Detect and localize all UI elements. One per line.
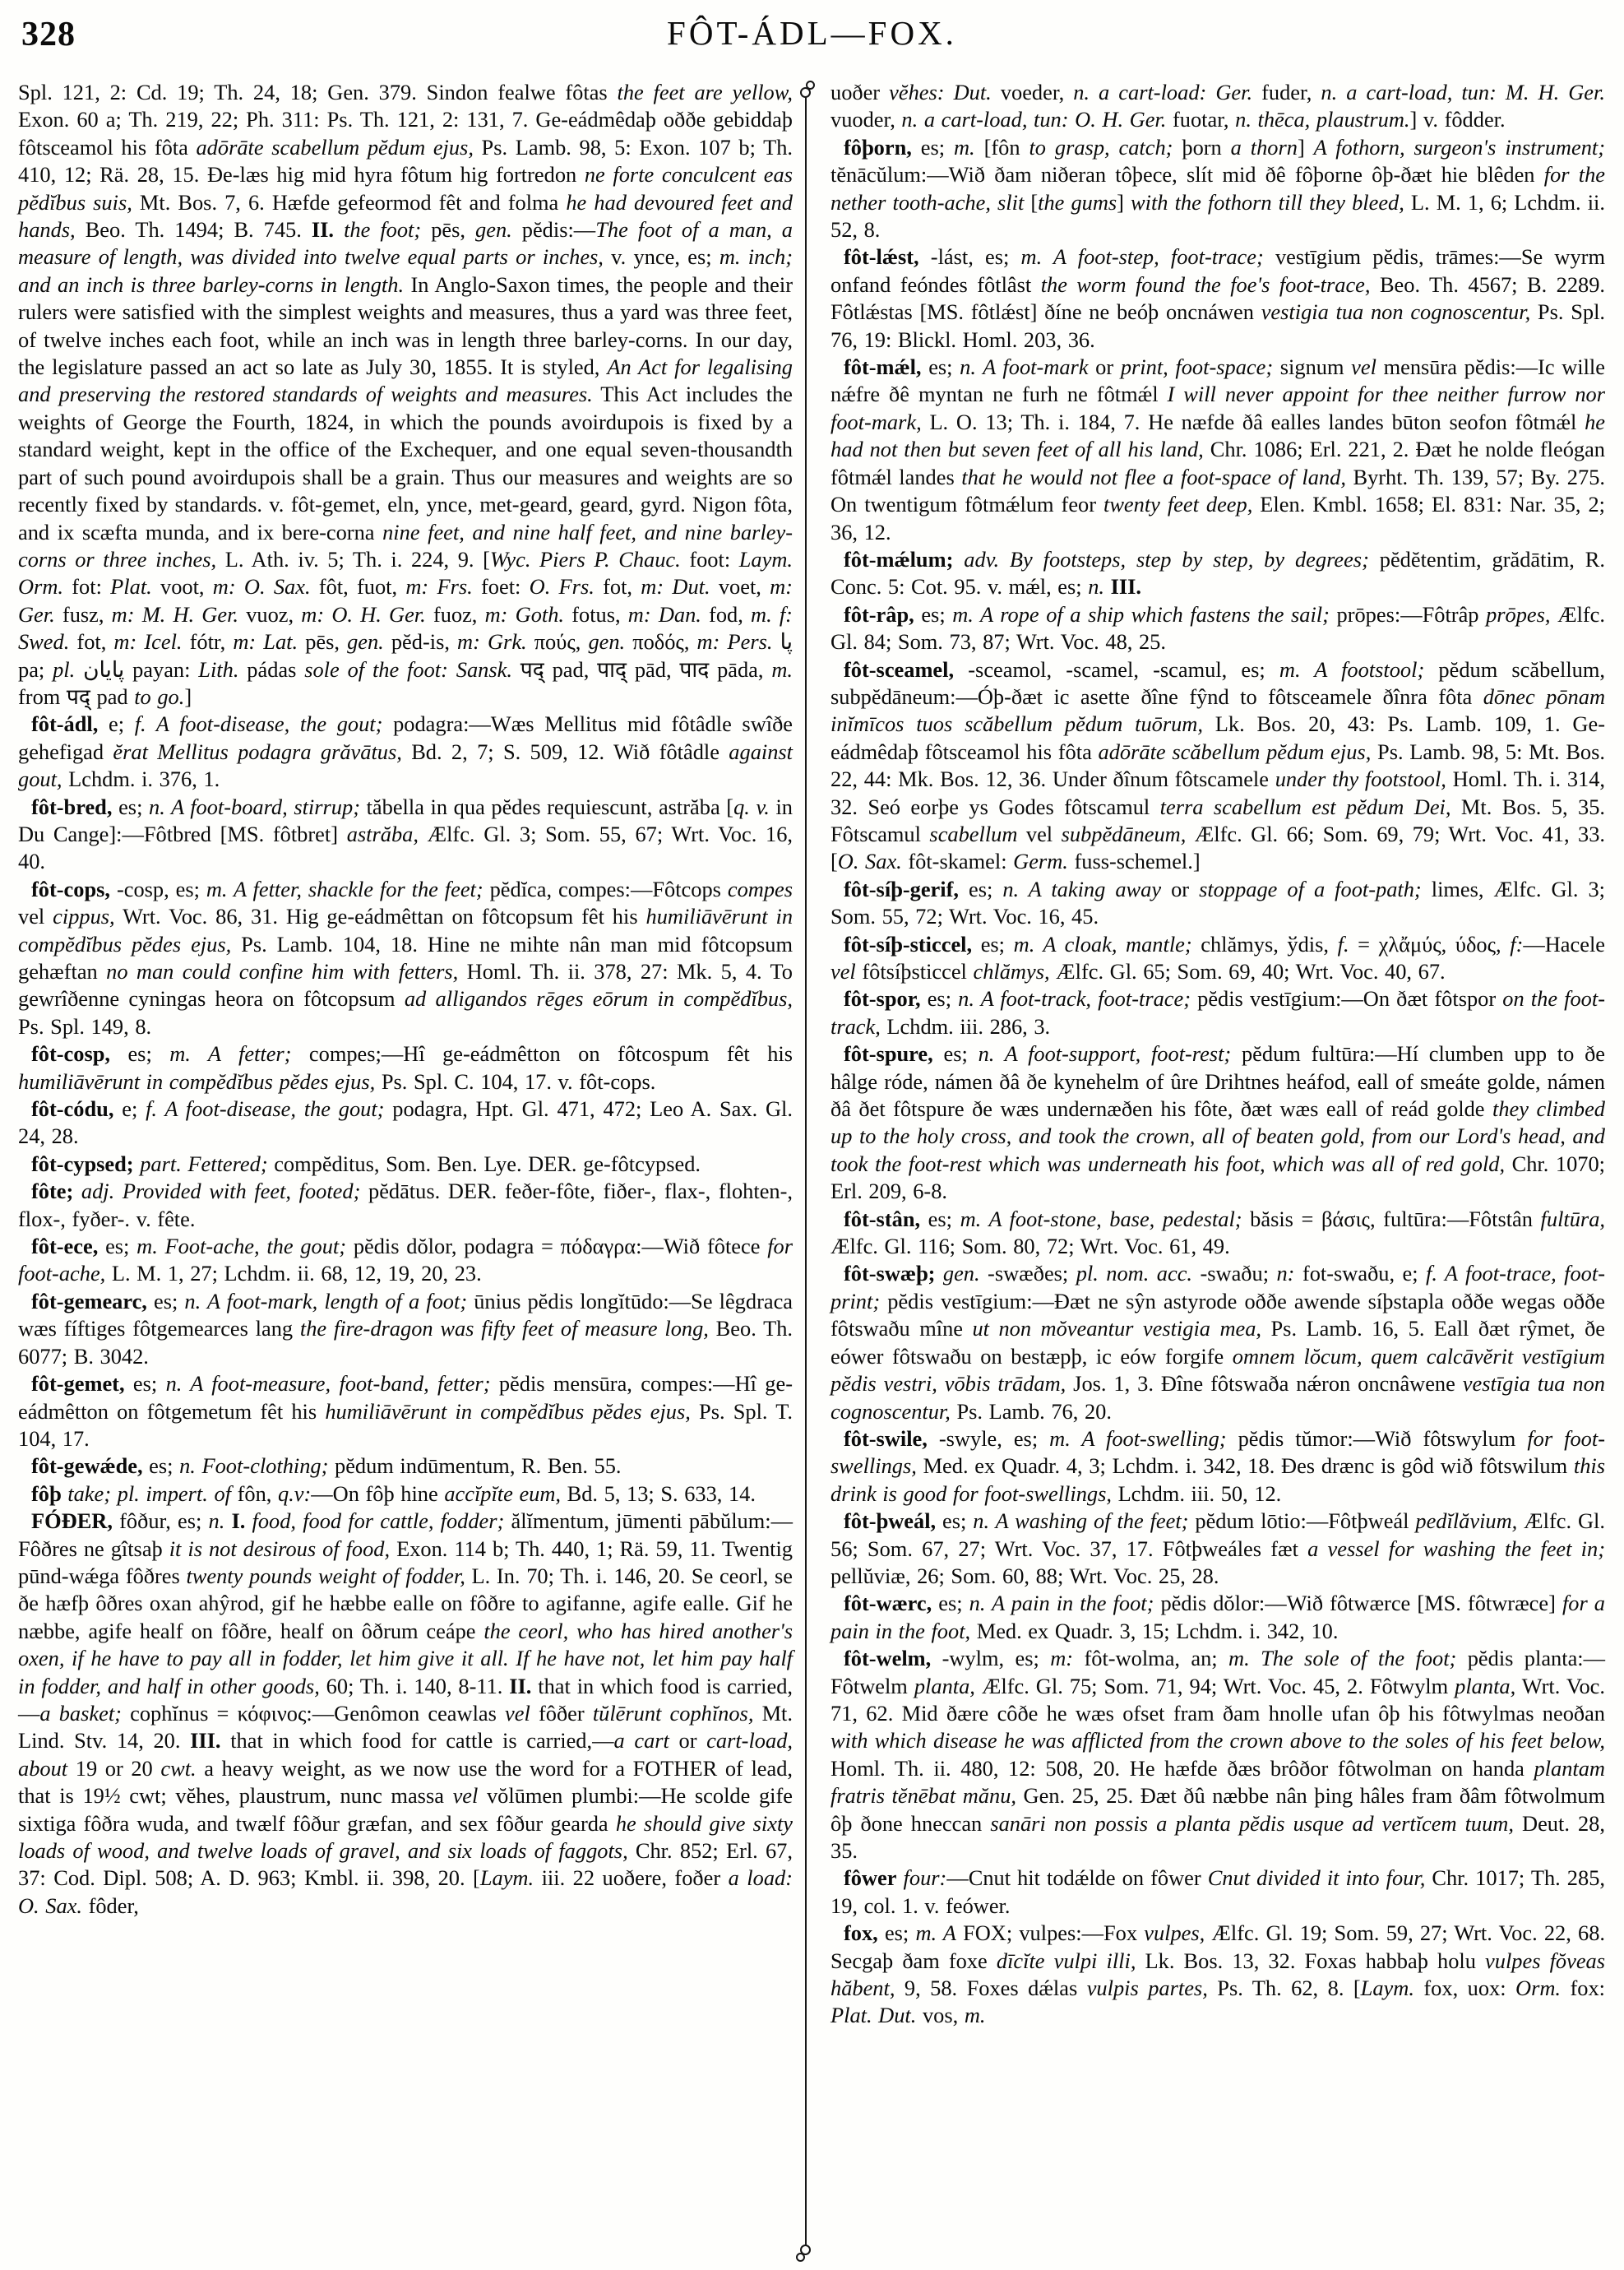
dictionary-entry: uoðer vĕhes: Dut. voeder, n. a cart-load: Ger. fuder, n. a cart-load, tun: M. H. Ger. vuoder, n. a cart-load, tun: O. H. Ger. fuotar, n. thēca, plaustrum.] v. fôdder. <box>831 80 1605 132</box>
dictionary-entry: fôt-wærc, es; n. A pain in the foot; pĕdis dŏlor:—Wið fôtwærce [MS. fôtwræce] for a pain in the foot, Med. ex Quadr. 3, 15; Lchdm. i. 342, 10. <box>831 1591 1605 1643</box>
dictionary-entry: fôt-cosp, es; m. A fetter; compes;—Hî ge-eádmêtton on fôtcospum fêt his humiliāvērunt in compĕdĭbus pĕdes ejus, Ps. Spl. C. 104, 17. v. fôt-cops. <box>18 1041 793 1094</box>
page-number: 328 <box>21 16 76 53</box>
dictionary-entry: fox, es; m. A FOX; vulpes:—Fox vulpes, Ælfc. Gl. 19; Som. 59, 27; Wrt. Voc. 22, 68. Secgaþ ðam foxe dīcĭte vulpi illi, Lk. Bos. 13, 32. Foxas habbaþ holu vulpes fŏveas hăbent, 9, 58. Foxes dǽlas vulpis partes, Ps. Th. 62, 8. [Laym. fox, uox: Orm. fox: Plat. Dut. vos, m. <box>831 1920 1605 2028</box>
dictionary-entry: Spl. 121, 2: Cd. 19; Th. 24, 18; Gen. 379. Sindon fealwe fôtas the feet are yellow, Exon. 60 a; Th. 219, 22; Ph. 311: Ps. Th. 121, 2: 131, 7. Ge-eádmêdaþ oððe gebiddaþ fôtsceamol his fôta adōrāte scabellum pĕdum ejus, Ps. Lamb. 98, 5: Exon. 107 b; Th. 410, 12; Rä. 28, 15. Ðe-læs hig mid hyra fôtum hig fortredon ne forte conculcent eas pĕdĭbus suis, Mt. Bos. 7, 6. Hæfde gefeormod fêt and folma he had devoured feet and hands, Beo. Th. 1494; B. 745. II. the foot; pēs, gen. pĕdis:—The foot of a man, a measure of length, was divided into twelve equal parts or inches, v. ynce, es; m. inch; and an inch is three barley-corns in length. In Anglo-Saxon times, the people and their rulers were satisfied with the simplest weights and measures, thus a yard was three feet, of twelve inches each foot, while an inch was in length three barley-corns. In our day, the legislature passed an act so late as July 30, 1855. It is styled, An Act for legalising and preserving the restored standards of weights and measures. This Act includes the weights of George the Fourth, 1824, in which the pounds avoirdupois is fixed by a standard weight, kept in the office of the Exchequer, and one equal seven-thousandth part of such pound avoirdupois shall be a grain. Thus our measures and weights are so recently fixed by standards. v. fôt-gemet, eln, ynce, met-geard, geard, gyrd. Nigon fôta, and ix scæfta munda, and ix bere-corna nine feet, and nine half feet, and nine barley-corns or three inches, L. Ath. iv. 5; Th. i. 224, 9. [Wyc. Piers P. Chauc. foot: Laym. Orm. fot: Plat. voot, m: O. Sax. fôt, fuot, m: Frs. foet: O. Frs. fot, m: Dut. voet, m: Ger. fusz, m: M. H. Ger. vuoz, m: O. H. Ger. fuoz, m: Goth. fotus, m: Dan. fod, m. f: Swed. fot, m: Icel. fótr, m: Lat. pēs, gen. pĕd-is, m: Grk. πούς, gen. ποδός, m: Pers. پا pa; pl. پایان payan: Lith. pádas sole of the foot: Sansk. पद् pad, पाद् pād, पाद pāda, m. from पद् pad to go.] <box>18 80 793 709</box>
dictionary-entry: fôt-swæþ; gen. -swæðes; pl. nom. acc. -swaðu; n: fot-swaðu, e; f. A foot-trace, foot-print; pĕdis vestīgium:—Ðæt ne sŷn astyrode oððe awende síþstapla oððe wegas oððe fôtswaðu mîne ut non mŏveantur vestigia mea, Ps. Lamb. 16, 5. Eall ðæt rŷmet, ðe eówer fôtswaðu on bestæpþ, ic eów forgife omnem lŏcum, quem calcāvĕrit vestīgium pĕdis vestri, vōbis trādam, Jos. 1, 3. Ðîne fôtswaða nǽron oncnâwene vestīgia tua non cognoscentur, Ps. Lamb. 76, 20. <box>831 1261 1606 1424</box>
dictionary-entry: fôt-swile, -swyle, es; m. A foot-swelling; pĕdis tŭmor:—Wið fôtswylum for foot-swellings, Med. ex Quadr. 4, 3; Lchdm. i. 342, 18. Ðes drænc is gôd wið fôtswilum this drink is good for foot-swellings, Lchdm. iii. 50, 12. <box>831 1425 1605 1506</box>
dictionary-entry: fôþ take; pl. impert. of fôn, q.v:—On fôþ hine accĭpĭte eum, Bd. 5, 13; S. 633, 14. <box>31 1480 756 1506</box>
dictionary-entry: fôt-gemet, es; n. A foot-measure, foot-band, fetter; pĕdis mensūra, compes:—Hî ge-eádmêtton on fôtgemetum fêt his humiliāvērunt in compĕdĭbus pĕdes ejus, Ps. Spl. T. 104, 17. <box>18 1371 793 1451</box>
dictionary-entry: fôþorn, es; m. [fôn to grasp, catch; þorn a thorn] A fothorn, surgeon's instrument; tĕnācŭlum:—Wið ðam niðeran tôþece, slít mid ðê fôþorne ôþ-ðæt hie blêden for the nether tooth-ache, slit [the gums] with the fothorn till they bleed, L. M. 1, 6; Lchdm. ii. 52, 8. <box>831 134 1606 243</box>
dictionary-entry: fôt-mǽlum; adv. By footsteps, step by step, by degrees; pĕdĕtentim, grădātim, R. Conc. 5: Cot. 95. v. mǽl, es; n. III. <box>831 546 1605 600</box>
divider-flourish-bottom-2 <box>796 2253 805 2262</box>
dictionary-entry: fôt-síþ-sticcel, es; m. A cloak, mantle; chlămys, ўdis, f. = χλἄμύς, ύδος, f:—Hacele vel fôtsíþsticcel chlămys, Ælfc. Gl. 65; Som. 69, 40; Wrt. Voc. 40, 67. <box>831 931 1605 984</box>
dictionary-entry: fôt-bred, es; n. A foot-board, stirrup; tăbella in qua pĕdes requiescunt, astrăba [q. v. in Du Cange]:—Fôtbred [MS. fôtbret] astrăba, Ælfc. Gl. 3; Som. 55, 67; Wrt. Voc. 16, 40. <box>18 794 793 874</box>
dictionary-entry: fôt-gemearc, es; n. A foot-mark, length of a foot; ūnius pĕdis longĭtūdo:—Se lêgdraca wæs fíftiges fôtgemearces lang the fire-dragon was fifty feet of measure long, Beo. Th. 6077; B. 3042. <box>18 1288 793 1369</box>
dictionary-entry: fôt-râp, es; m. A rope of a ship which fastens the sail; prōpes:—Fôtrâp prōpes, Ælfc. Gl. 84; Som. 73, 87; Wrt. Voc. 48, 25. <box>831 601 1605 655</box>
dictionary-entry: fôt-stân, es; m. A foot-stone, base, pedestal; băsis = βάσις, fultūra:—Fôtstân fultūra, Ælfc. Gl. 116; Som. 80, 72; Wrt. Voc. 61, 49. <box>831 1206 1605 1259</box>
left-column <box>18 79 793 2030</box>
dictionary-entry: fôt-cops, -cosp, es; m. A fetter, shackle for the feet; pĕdĭca, compes:—Fôtcops compes vel cippus, Wrt. Voc. 86, 31. Hig ge-eádmêttan on fôtcopsum fêt his humiliāvērunt in compĕdĭbus pĕdes ejus, Ps. Lamb. 104, 18. Hine ne mihte nân man mid fôtcopsum gehæftan no man could confine him with fetters, Homl. Th. ii. 378, 27: Mk. 5, 4. To gewrîðenne cyningas heora on fôtcopsum ad alligandos rēges eōrum in compĕdĭbus, Ps. Spl. 149, 8. <box>18 876 793 1039</box>
dictionary-entry: fôt-códu, e; f. A foot-disease, the gout; podagra, Hpt. Gl. 471, 472; Leo A. Sax. Gl. 24, 28. <box>18 1096 793 1149</box>
dictionary-entry: fôt-welm, -wylm, es; m: fôt-wolma, an; m. The sole of the foot; pĕdis planta:—Fôtwelm planta, Ælfc. Gl. 75; Som. 71, 94; Wrt. Voc. 45, 2. Fôtwylm planta, Wrt. Voc. 71, 62. Mid ðære côðe he wæs ofset fram ðam hnolle ufan ôþ his fôtwylmas neoðan with which disease he was afflicted from the crown above to the soles of his feet below, Homl. Th. ii. 480, 12: 508, 20. He hæfde ðæs brôðor fôtwolman on handa plantam fratris tĕnēbat mănu, Gen. 25, 25. Ðæt ðû næbbe nân þing hâles fram ðâm fôtwolmum ôþ ðone hneccan sanāri non possis a planta pĕdis usque ad vertĭcem tuum, Deut. 28, 35. <box>831 1646 1606 1863</box>
dictionary-entry: fôt-cypsed; part. Fettered; compĕditus, Som. Ben. Lye. DER. ge-fôtcypsed. <box>31 1151 701 1176</box>
dictionary-entry: fôt-spor, es; n. A foot-track, foot-trace; pĕdis vestīgium:—On ðæt fôtspor on the foot-track, Lchdm. iii. 286, 3. <box>831 986 1605 1039</box>
dictionary-entry: fôt-ece, es; m. Foot-ache, the gout; pĕdis dŏlor, podagra = πόδαγρα:—Wið fôtece for foot-ache, L. M. 1, 27; Lchdm. ii. 68, 12, 19, 20, 23. <box>18 1234 793 1286</box>
right-column <box>831 79 1605 2030</box>
dictionary-entry: FÓÐER, fôður, es; n. I. food, food for cattle, fodder; ălĭmentum, jūmenti pābŭlum:—Fôðres ne gîtsaþ it is not desirous of food, Exon. 114 b; Th. 440, 1; Rä. 59, 11. Twentig pūnd-wǽga fôðres twenty pounds weight of fodder, L. In. 70; Th. i. 146, 20. Se ceorl, se ðe hæfþ ôðres oxan ahŷrod, gif he hæbbe ealle on fôðre to agifanne, agife ealle. Gif he næbbe, agife healf on fôðre, healf on ôðrum ceápe the ceorl, who has hired another's oxen, if he have to pay all in fodder, let him give it all. If he have not, let him pay half in fodder, and half in other goods, 60; Th. i. 140, 8-11. II. that in which food is carried,—a basket; cophĭnus = κόφινος:—Genômon ceawlas vel fôðer tŭlērunt cophĭnos, Mt. Lind. Stv. 14, 20. III. that in which food for cattle is carried,—a cart or cart-load, about 19 or 20 cwt. a heavy weight, as we now use the word for a FOTHER of lead, that is 19½ cwt; vĕhes, plaustrum, nunc massa vel vŏlūmen plumbi:—He scolde gife sixtiga fôðra wuda, and twælf fôður græfan, and sex fôður gearda he should give sixty loads of wood, and twelve loads of gravel, and six loads of faggots, Chr. 852; Erl. 67, 37: Cod. Dipl. 508; A. D. 963; Kmbl. ii. 398, 20. [Laym. iii. 22 uoðere, foðer a load: O. Sax. fôder, <box>18 1508 793 1918</box>
dictionary-entry: fôwer four:—Cnut hit todǽlde on fôwer Cnut divided it into four, Chr. 1017; Th. 285, 19, col. 1. v. feówer. <box>831 1865 1605 1918</box>
dictionary-entry: fôt-síþ-gerif, es; n. A taking away or stoppage of a foot-path; limes, Ælfc. Gl. 3; Som. 55, 72; Wrt. Voc. 16, 45. <box>831 876 1605 929</box>
dictionary-entry: fôte; adj. Provided with feet, footed; pĕdātus. DER. feðer-fôte, fiðer-, flax-, flohten-, flox-, fyðer-. v. fête. <box>18 1179 793 1231</box>
dictionary-entry: fôt-sceamel, -sceamol, -scamel, -scamul, es; m. A footstool; pĕdum scăbellum, subpĕdāneum:—Óþ-ðæt ic asette ðîne fŷnd to fôtsceamele ðînra fôta dōnec pōnam inĭmīcos tuos scăbellum pĕdum tuōrum, Lk. Bos. 20, 43: Ps. Lamb. 109, 1. Ge-eádmêdaþ fôtsceamol his fôta adōrāte scăbellum pĕdum ejus, Ps. Lamb. 98, 5: Mt. Bos. 22, 44: Mk. Bos. 12, 36. Under ðînum fôtscamele under thy footstool, Homl. Th. i. 314, 32. Seó eorþe ys Godes fôtscamul terra scabellum est pĕdum Dei, Mt. Bos. 5, 35. Fôtscamul scabellum vel subpĕdāneum, Ælfc. Gl. 66; Som. 69, 79; Wrt. Voc. 41, 33. [O. Sax. fôt-skamel: Germ. fuss-schemel.] <box>831 656 1606 874</box>
dictionary-entry: fôt-þweál, es; n. A washing of the feet; pĕdum lōtio:—Fôtþweál pedĭlăvium, Ælfc. Gl. 56; Som. 67, 27; Wrt. Voc. 37, 17. Fôtþweáles fæt a vessel for washing the feet in; pellŭviæ, 26; Som. 60, 88; Wrt. Voc. 25, 28. <box>831 1508 1605 1588</box>
text-columns <box>18 79 1606 2030</box>
dictionary-entry: fôt-lǽst, -lást, es; m. A foot-step, foot-trace; vestīgium pĕdis, trāmes:—Se wyrm onfand feóndes fôtlâst the worm found the foe's foot-trace, Beo. Th. 4567; B. 2289. Fôtlǽstas [MS. fôtlǽst] ðíne ne beóþ oncnáwen vestigia tua non cognoscentur, Ps. Spl. 76, 19: Blickl. Homl. 203, 36. <box>831 244 1605 352</box>
running-title: FÔT-ÁDL—FOX. <box>667 14 957 52</box>
dictionary-entry: fôt-spure, es; n. A foot-support, foot-rest; pĕdum fultūra:—Hí clumben upp to ðe hâlge róde, námen ðâ ðe kynehelm of ûre Drihtnes heáfod, eall of smeáte golde, námen ðâ ðet fôtspure ðe wæs undernæðen his fôte, ðæt wæs eall of reád golde they climbed up to the holy cross, and took the crown, all of beaten gold, from our Lord's head, and took the foot-rest which was underneath his foot, which was all of red gold, Chr. 1070; Erl. 209, 6-8. <box>831 1041 1605 1204</box>
dictionary-entry: fôt-ádl, e; f. A foot-disease, the gout; podagra:—Wæs Mellitus mid fôtâdle swîðe gehefigad ĕrat Mellitus podagra grăvātus, Bd. 2, 7; S. 509, 12. Wið fôtâdle against gout, Lchdm. i. 376, 1. <box>18 711 793 792</box>
dictionary-entry: fôt-mǽl, es; n. A foot-mark or print, foot-space; signum vel mensūra pĕdis:—Ic wille nǽfre ðê myntan ne furh ne fôtmǽl I will never appoint for thee neither furrow nor foot-mark, L. O. 13; Th. i. 184, 7. He næfde ðâ ealles landes būton seofon fôtmǽl he had not then but seven feet of all his land, Chr. 1086; Erl. 221, 2. Ðæt he nolde fleógan fôtmǽl landes that he would not flee a foot-space of land, Byrht. Th. 139, 57; By. 275. On twentigum fôtmǽlum feor twenty feet deep, Elen. Kmbl. 1658; El. 831: Nar. 35, 2; 36, 12. <box>831 354 1606 544</box>
dictionary-entry: fôt-gewǽde, es; n. Foot-clothing; pĕdum indūmentum, R. Ben. 55. <box>31 1453 622 1479</box>
